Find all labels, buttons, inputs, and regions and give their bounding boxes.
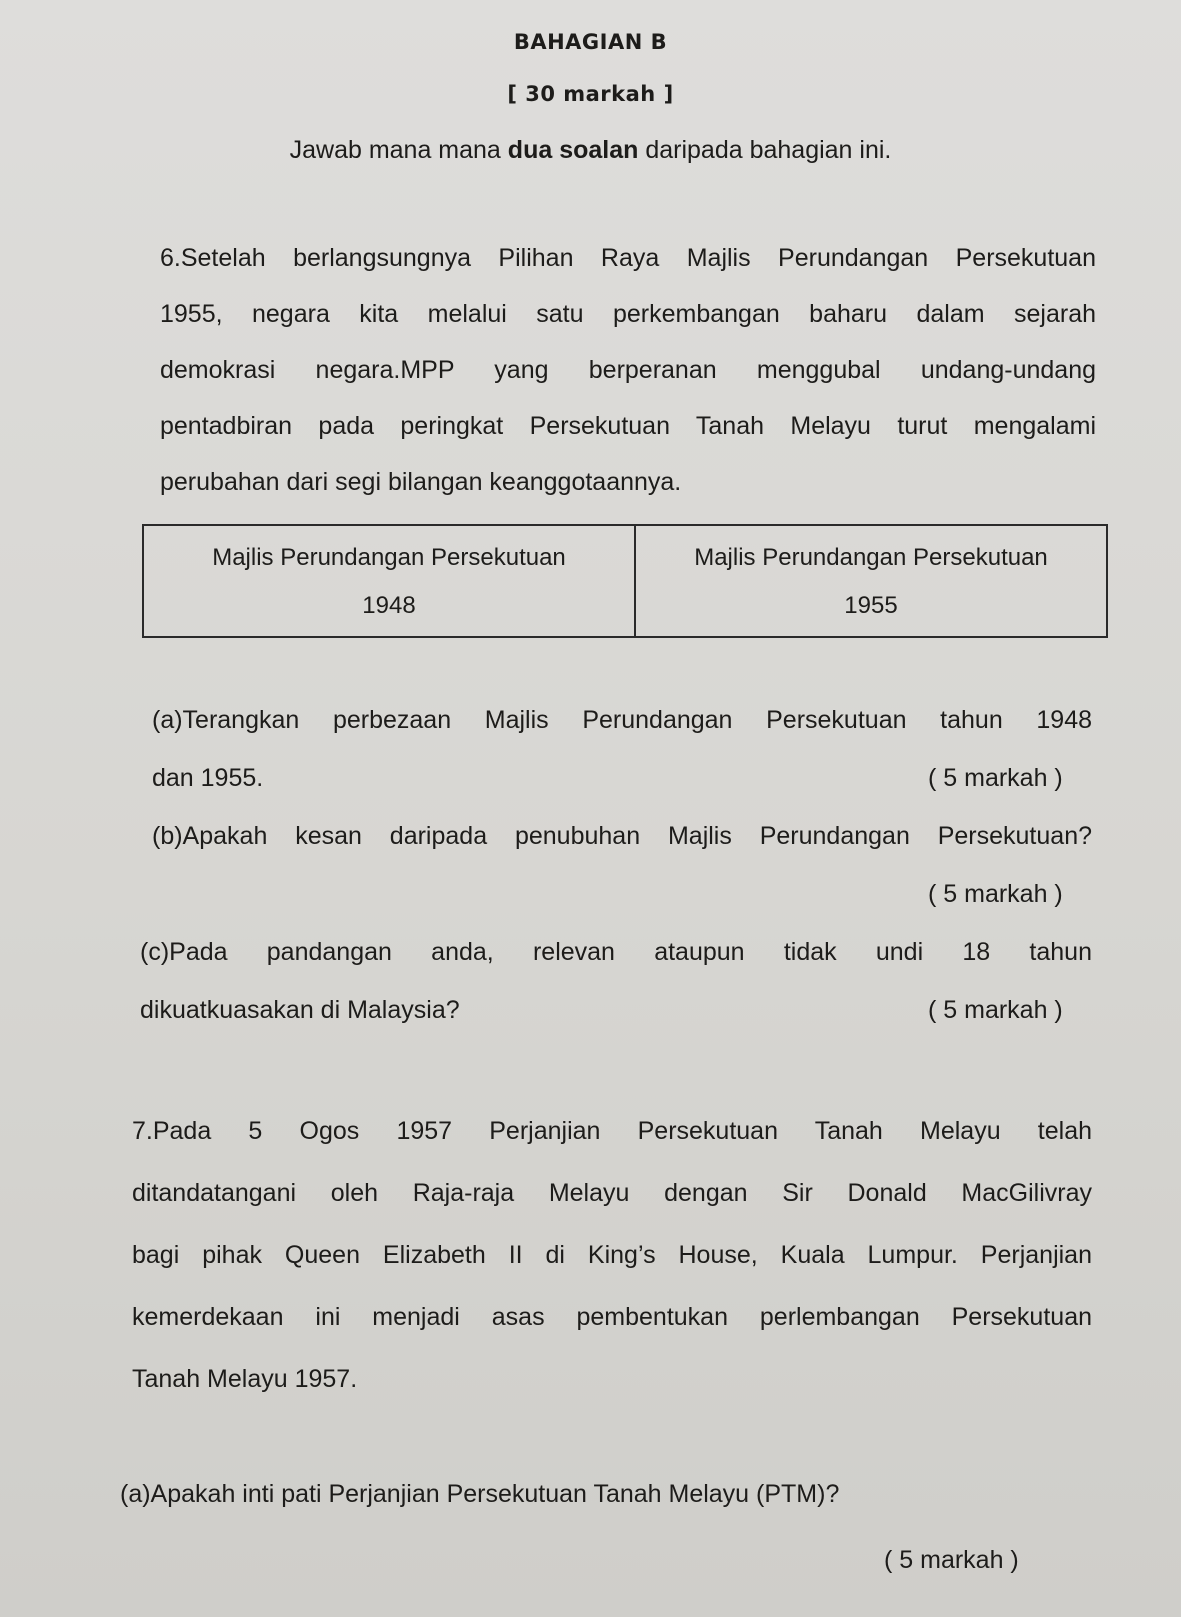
q6c-line: (c)Pada pandangan anda, relevan ataupun tidak undi 18 tahun (140, 938, 1092, 966)
section-instruction (0, 136, 1181, 165)
table-cell-year: 1955 (844, 592, 898, 619)
q6-stem-line: 6.Setelah berlangsungnya Pilihan Raya Majlis Perundangan Persekutuan (160, 244, 1096, 272)
q6-stem-line: pentadbiran pada peringkat Persekutuan Tanah Melayu turut mengalami (160, 412, 1096, 440)
question-7-stem (132, 1100, 1092, 1410)
section-total-marks: [ 30 markah ] (507, 82, 674, 106)
comparison-table (142, 524, 1108, 638)
instruction-text-end: daripada bahagian ini. (638, 136, 892, 164)
section-title: BAHAGIAN B (513, 30, 668, 54)
q7-stem-line: bagi pihak Queen Elizabeth II di King’s House, Kuala Lumpur. Perjanjian (132, 1241, 1092, 1269)
q6c-line-2: dikuatkuasakan di Malaysia? (140, 996, 460, 1024)
table-cell-1948 (143, 525, 635, 637)
q6a-line-2: dan 1955. (152, 764, 264, 792)
q6b-marks: ( 5 markah ) (928, 880, 1063, 908)
q6c-marks: ( 5 markah ) (928, 996, 1063, 1024)
q7a-marks: ( 5 markah ) (884, 1546, 1019, 1574)
question-6-stem (160, 230, 1096, 510)
table-cell-heading: Majlis Perundangan Persekutuan (212, 544, 566, 571)
q6-stem-line: perubahan dari segi bilangan keanggotaannya. (160, 468, 682, 496)
q6-stem-line: 1955, negara kita melalui satu perkembangan baharu dalam sejarah (160, 300, 1096, 328)
q7-stem-line: 7.Pada 5 Ogos 1957 Perjanjian Persekutuan Tanah Melayu telah (132, 1117, 1092, 1145)
q6b-question (152, 822, 1092, 851)
q6a-marks: ( 5 markah ) (928, 764, 1063, 792)
q6c-question (140, 938, 1092, 967)
instruction-text-bold: dua soalan (507, 136, 639, 164)
q6a-line: (a)Terangkan perbezaan Majlis Perundangan Persekutuan tahun 1948 (152, 706, 1092, 734)
table-cell-year: 1948 (362, 592, 416, 619)
q7-stem-line: ditandatangani oleh Raja-raja Melayu dengan Sir Donald MacGilivray (132, 1179, 1092, 1207)
instruction-text-start: Jawab mana mana (289, 136, 508, 164)
q6b-line: (b)Apakah kesan daripada penubuhan Majlis Perundangan Persekutuan? (152, 822, 1092, 850)
table-cell-1955 (635, 525, 1107, 637)
q6a-question (152, 706, 1092, 735)
q6-stem-line: demokrasi negara.MPP yang berperanan menggubal undang-undang (160, 356, 1096, 384)
q7-stem-line: Tanah Melayu 1957. (132, 1365, 358, 1393)
table-cell-heading: Majlis Perundangan Persekutuan (694, 544, 1048, 571)
q7-stem-line: kemerdekaan ini menjadi asas pembentukan perlembangan Persekutuan (132, 1303, 1092, 1331)
q7a-question: (a)Apakah inti pati Perjanjian Persekutuan Tanah Melayu (PTM)? (120, 1480, 840, 1508)
